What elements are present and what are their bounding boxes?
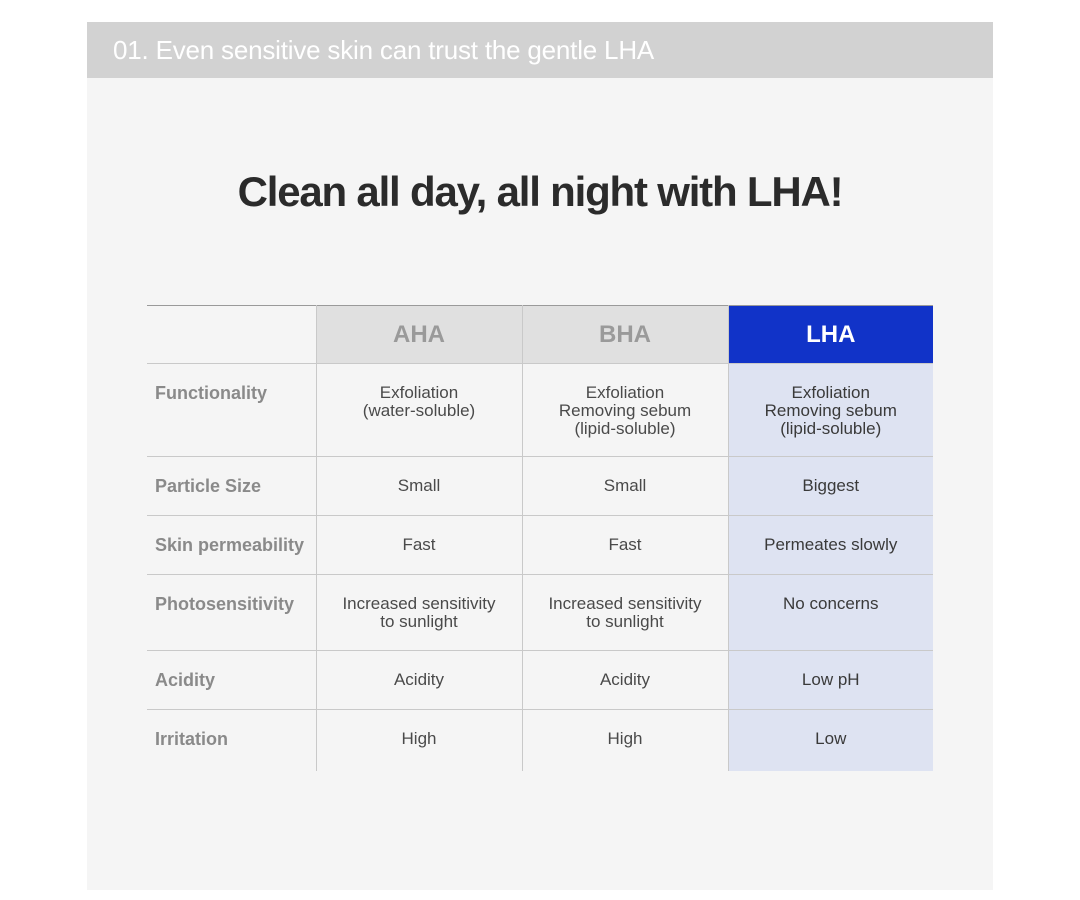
table-row-particle-size <box>147 457 933 516</box>
cell-lha <box>728 575 933 651</box>
cell-bha <box>522 516 728 575</box>
table-row-irritation <box>147 710 933 771</box>
cell-line: Removing sebum <box>764 401 897 420</box>
cell-line: Permeates slowly <box>764 535 898 554</box>
cell-line: Low pH <box>801 670 860 689</box>
cell-lha <box>728 710 933 771</box>
cell-lha <box>728 516 933 575</box>
cell-line: Increased sensitivity <box>342 594 496 613</box>
cell-line: No concerns <box>783 594 879 613</box>
table-row-photosensitivity <box>147 575 933 651</box>
cell-line: (lipid-soluble) <box>780 419 882 438</box>
cell-bha <box>522 364 728 457</box>
table-row-functionality <box>147 364 933 457</box>
row-label: Particle Size <box>147 457 316 516</box>
cell-line: Exfoliation <box>585 383 665 402</box>
content-panel <box>87 22 993 890</box>
cell-line: Exfoliation <box>379 383 459 402</box>
column-header-aha: AHA <box>316 306 522 364</box>
cell-aha <box>316 457 522 516</box>
table-row-skin-permeability <box>147 516 933 575</box>
section-header-bar <box>87 22 993 78</box>
row-label: Irritation <box>155 729 229 749</box>
row-label: Photosensitivity <box>147 575 316 651</box>
cell-line: Removing sebum <box>558 401 692 420</box>
cell-lha <box>728 651 933 710</box>
cell-line: Low <box>815 729 847 748</box>
cell-bha <box>522 457 728 516</box>
cell-line: Fast <box>608 535 642 554</box>
cell-lha <box>728 364 933 457</box>
cell-aha <box>316 364 522 457</box>
section-header-title: 01. Even sensitive skin can trust the gentle LHA <box>113 35 655 65</box>
cell-line: Increased sensitivity <box>548 594 702 613</box>
column-header-bha: BHA <box>522 306 728 364</box>
cell-line: High <box>401 729 437 748</box>
cell-aha <box>316 516 522 575</box>
table-row-acidity <box>147 651 933 710</box>
cell-line: to sunlight <box>586 612 664 631</box>
cell-line: High <box>607 729 643 748</box>
cell-lha <box>728 457 933 516</box>
cell-aha <box>316 651 522 710</box>
row-label: Functionality <box>147 364 316 457</box>
cell-aha <box>316 710 522 771</box>
header-corner-cell <box>147 306 316 364</box>
cell-line: Small <box>397 476 441 495</box>
cell-line: Small <box>603 476 647 495</box>
cell-line: Exfoliation <box>791 383 870 402</box>
cell-line: to sunlight <box>380 612 458 631</box>
row-label: Skin permeability <box>147 516 316 575</box>
cell-line: (water-soluble) <box>362 401 476 420</box>
cell-line: (lipid-soluble) <box>574 419 676 438</box>
cell-line: Acidity <box>599 670 651 689</box>
cell-bha <box>522 651 728 710</box>
cell-aha <box>316 575 522 651</box>
column-header-lha: LHA <box>728 306 933 364</box>
cell-line: Acidity <box>393 670 445 689</box>
table-header-row <box>147 306 933 364</box>
page-headline: Clean all day, all night with LHA! <box>237 168 843 215</box>
row-label: Acidity <box>147 651 316 710</box>
cell-bha <box>522 575 728 651</box>
comparison-table <box>147 305 933 771</box>
cell-bha <box>522 710 728 771</box>
cell-line: Biggest <box>802 476 860 495</box>
cell-line: Fast <box>402 535 436 554</box>
